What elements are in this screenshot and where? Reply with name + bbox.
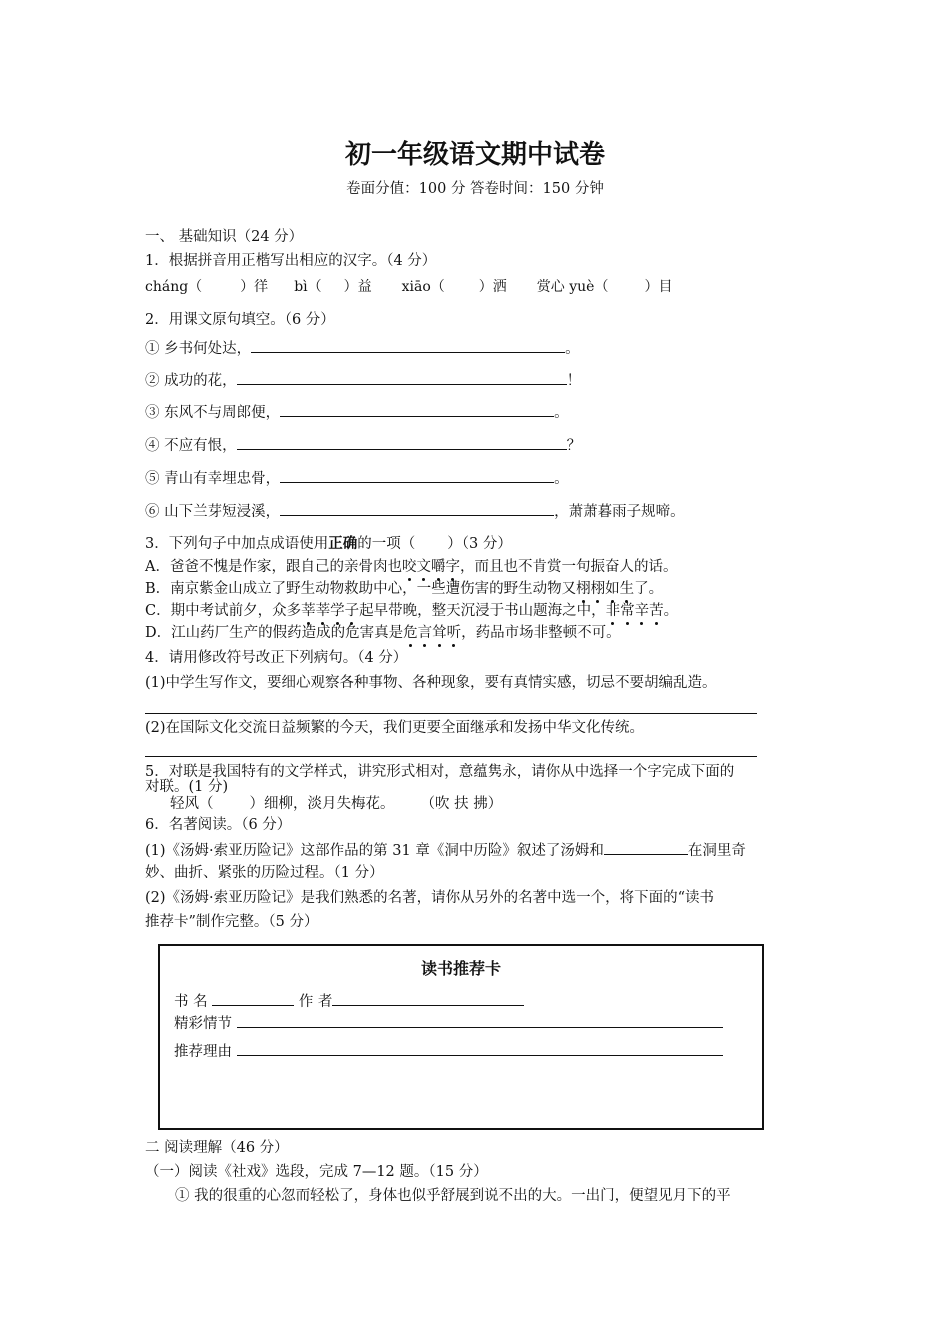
dotted-char: 咬 [401, 559, 417, 575]
q4-sentence-1: (1)中学生写作文，要细心观察各种事物、各种现象，要有真情实感，切忌不要胡编乱造。 [145, 675, 717, 691]
q6-part1 [145, 839, 746, 861]
q2-line-pre: ⑤ 青山有幸埋忠骨， [145, 471, 281, 487]
q3-prompt-text: 的一项（ [357, 536, 416, 552]
option-text: 。 [663, 603, 679, 619]
dotted-char: 苦 [649, 603, 664, 619]
q3-prompt-text: 3．下列句子中加点成语使用 [145, 536, 329, 552]
card-label: 推荐理由 [174, 1044, 232, 1060]
dotted-idiom [606, 603, 664, 619]
q2-line-pre: ② 成功的花， [145, 373, 237, 389]
answer-blank[interactable] [237, 434, 567, 450]
option-text: D．江山药厂生产的假药造成的危害真是 [145, 625, 404, 641]
q2-line [145, 467, 569, 489]
passage-paragraph-1: ① 我的很重的心忽而轻松了，身体也似乎舒展到说不出的大。一出门，便望见月下的平 [175, 1188, 731, 1204]
q5-couplet [170, 794, 502, 814]
q1-item: ）洒 [478, 279, 507, 295]
answer-blank[interactable] [237, 369, 567, 385]
q4-prompt: 4．请用修改符号改正下列病句。（4 分） [145, 650, 408, 666]
card-label: 书 名 [174, 994, 208, 1010]
option-text: ，药品市场非整顿不可。 [461, 625, 621, 641]
q2-line [145, 337, 580, 359]
answer-blank[interactable] [280, 401, 554, 417]
card-row-reason [174, 1040, 723, 1061]
option-text: 起早带晚，整天沉浸于书山题海之中， [359, 603, 606, 619]
q3-option-b [145, 579, 663, 599]
q1-item: cháng（ [145, 279, 203, 295]
q2-line [145, 500, 685, 522]
card-row-plot [174, 1012, 723, 1033]
dotted-idiom [301, 603, 359, 619]
option-text: ，而且也不肯赏一句振奋人的话。 [459, 559, 678, 575]
q2-line-post: 。 [565, 341, 580, 357]
q1-item: ）徉 [240, 279, 269, 295]
dotted-char: 听 [446, 625, 462, 641]
answer-blank[interactable] [280, 500, 554, 516]
option-text: A．爸爸不愧是作家，跟自己的亲骨肉也 [145, 559, 402, 575]
q2-line-pre: ③ 东风不与周郎便， [145, 405, 281, 421]
author-blank[interactable] [332, 990, 524, 1006]
q2-line [145, 369, 581, 391]
q6-part1-cont: 妙、曲折、紧张的历险过程。（1 分） [145, 865, 384, 881]
dotted-char: 子 [344, 603, 360, 619]
dotted-char: 危 [403, 625, 418, 641]
q2-line-pre: ④ 不应有恨， [145, 438, 237, 454]
book-recommendation-card [158, 944, 764, 1130]
dotted-char: 嚼 [430, 559, 446, 575]
q5-prompt: 对联。(1 分) [145, 779, 229, 795]
dotted-idiom [576, 581, 634, 597]
q2-line-post: 。 [554, 471, 569, 487]
q3-prompt-emphasis: 正确 [328, 536, 358, 552]
q6-text: 在洞里奇 [687, 843, 746, 859]
section1-heading: 一、 基础知识（24 分） [145, 229, 304, 245]
q3-prompt-text: ）（3 分） [447, 536, 512, 552]
card-label: 作 者 [298, 994, 333, 1010]
q1-item: 赏心 yuè（ [536, 279, 609, 295]
q3-option-c [145, 601, 678, 621]
q1-item: ）目 [644, 279, 673, 295]
couplet-options: （吹 扶 拂） [420, 796, 503, 812]
dotted-char: 莘 [301, 603, 316, 619]
dotted-char: 言 [417, 625, 433, 641]
q3-prompt [145, 534, 512, 554]
dotted-char: 如 [605, 581, 620, 597]
dotted-char: 栩 [590, 581, 606, 597]
answer-blank[interactable] [280, 467, 554, 483]
option-text: C．期中考试前夕，众多 [145, 603, 302, 619]
q2-line-post: ，萧萧暮雨子规啼。 [554, 504, 685, 520]
couplet-text: 轻风（ [170, 796, 214, 812]
q6-part2-cont: 推荐卡”制作完整。（5 分） [145, 914, 319, 930]
dotted-char: 莘 [315, 603, 331, 619]
card-title: 读书推荐卡 [420, 959, 501, 978]
option-text: B．南京紫金山成立了野生动物救助中心，一些遭伤害的野生动物又 [145, 581, 577, 597]
q1-items [145, 277, 672, 297]
q6-text: (1)《汤姆·索亚历险记》这部作品的第 31 章《洞中历险》叙述了汤姆和 [145, 843, 604, 859]
answer-blank[interactable] [251, 337, 565, 353]
option-text: 了。 [634, 581, 664, 597]
q2-line [145, 434, 581, 456]
dotted-char: 辛 [634, 603, 650, 619]
q1-item: bì（ [294, 279, 322, 295]
dotted-char: 生 [619, 581, 635, 597]
section2-heading: 二 阅读理解（46 分） [145, 1140, 289, 1156]
answer-line[interactable] [145, 756, 757, 757]
book-name-blank[interactable] [212, 990, 294, 1006]
dotted-char: 栩 [576, 581, 591, 597]
card-row-book [174, 990, 524, 1011]
dotted-char: 学 [330, 603, 345, 619]
dotted-char: 文 [416, 559, 431, 575]
q2-line-post: ？ [566, 438, 582, 454]
q4-sentence-2: (2)在国际文化交流日益频繁的今天，我们更要全面继承和发扬中华文化传统。 [145, 720, 645, 736]
couplet-text: ）细柳，淡月失梅花。 [249, 796, 395, 812]
q2-prompt: 2．用课文原句填空。（6 分） [145, 312, 335, 328]
q1-item: xiāo（ [401, 279, 445, 295]
plot-blank[interactable] [237, 1012, 723, 1028]
dotted-idiom [403, 625, 461, 641]
q1-item: ）益 [343, 279, 372, 295]
q2-line-post: ！ [566, 373, 582, 389]
q2-line-pre: ⑥ 山下兰芽短浸溪， [145, 504, 281, 520]
q3-option-a [145, 557, 677, 577]
q3-option-d [145, 623, 621, 643]
dotted-char: 常 [620, 603, 635, 619]
q2-line [145, 401, 569, 423]
dotted-char: 字 [445, 559, 460, 575]
q5-prompt: 5．对联是我国特有的文学样式，讲究形式相对，意蕴隽永，请你从中选择一个字完成下面的 [145, 764, 735, 780]
q2-line-post: 。 [554, 405, 569, 421]
q2-line-pre: ① 乡书何处达， [145, 341, 252, 357]
q1-prompt: 1．根据拼音用正楷写出相应的汉字。（4 分） [145, 253, 437, 269]
exam-title: 初一年级语文期中试卷 [344, 140, 605, 170]
q6-part2: (2)《汤姆·索亚历险记》是我们熟悉的名著，请你从另外的名著中选一个，将下面的“读书 [145, 890, 715, 906]
dotted-char: 非 [605, 603, 621, 619]
reason-blank[interactable] [237, 1040, 723, 1056]
section2-part1: （一）阅读《社戏》选段，完成 7—12 题。（15 分） [145, 1164, 488, 1180]
answer-line[interactable] [145, 713, 757, 714]
answer-blank[interactable] [604, 839, 688, 855]
dotted-char: 耸 [432, 625, 447, 641]
dotted-idiom [402, 559, 460, 575]
q6-prompt: 6．名著阅读。（6 分） [145, 817, 292, 833]
exam-subtitle: 卷面分值：100 分 答卷时间：150 分钟 [346, 181, 604, 197]
card-label: 精彩情节 [174, 1016, 232, 1032]
